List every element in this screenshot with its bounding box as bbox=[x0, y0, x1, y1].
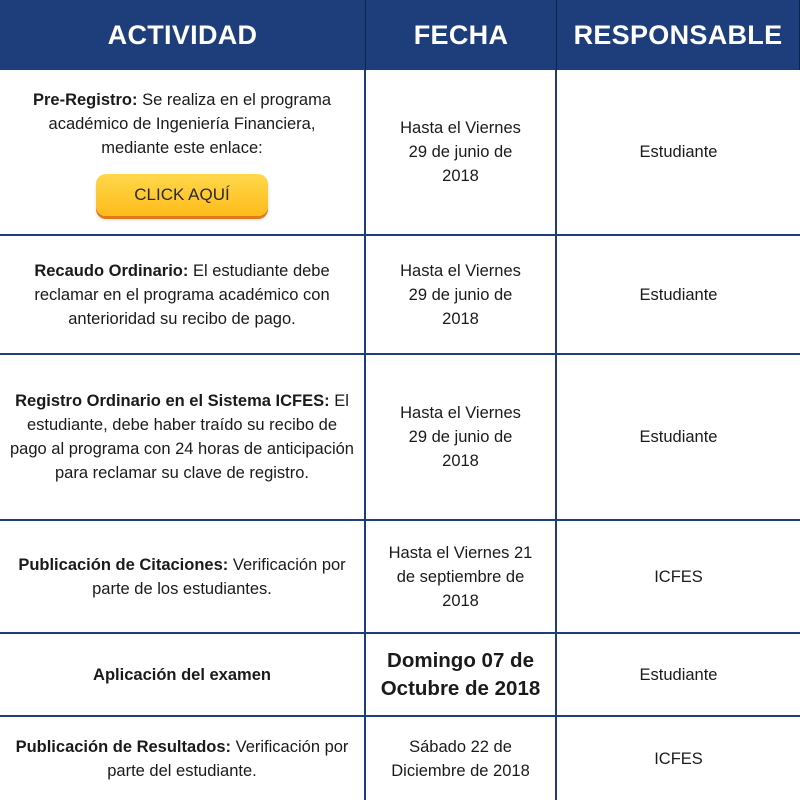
table-row-1-responsible: Estudiante bbox=[557, 70, 800, 236]
activity-title: Aplicación del examen bbox=[93, 665, 271, 684]
table-row-6-responsible: ICFES bbox=[654, 749, 703, 768]
activity-description: Verificación por parte del estudiante. bbox=[107, 737, 349, 780]
table-row-5-activity bbox=[0, 634, 366, 717]
activity-title: Recaudo Ordinario: bbox=[34, 261, 189, 280]
activity-title: Registro Ordinario en el Sistema ICFES: bbox=[15, 392, 330, 410]
activity-title: Publicación de Citaciones: bbox=[18, 555, 229, 574]
table-row-5-responsible: Estudiante bbox=[557, 634, 800, 717]
click-here-button[interactable]: CLICK AQUÍ bbox=[96, 174, 268, 216]
table-row-4-date bbox=[366, 521, 557, 634]
table-row-3-responsible: Estudiante bbox=[557, 355, 800, 521]
date-text: Hasta el Viernes 29 de junio de 2018 bbox=[400, 404, 521, 470]
activity-text bbox=[17, 88, 347, 160]
date-text: Hasta el Viernes 29 de junio de 2018 bbox=[400, 261, 521, 328]
date-text: Hasta el Viernes 21 de septiembre de 2018 bbox=[388, 543, 533, 610]
activity-description: Verificación por parte de los estudiantes. bbox=[92, 555, 346, 598]
table-row-1-activity bbox=[0, 70, 366, 236]
activity-description: El estudiante, debe haber traído su recibo de pago al programa con 24 horas de anticipación para reclamar su clave de registro. bbox=[10, 392, 354, 482]
table-row-2-activity bbox=[0, 236, 366, 355]
activity-description: El estudiante debe reclamar en el programa académico con anterioridad su recibo de pago. bbox=[34, 261, 330, 328]
activity-text bbox=[10, 735, 355, 783]
activity-text bbox=[17, 553, 347, 601]
header-activity: ACTIVIDAD bbox=[0, 0, 366, 70]
activity-title: Publicación de Resultados: bbox=[15, 737, 232, 756]
activity-title: Pre-Registro: bbox=[32, 91, 138, 109]
table-row-1-date bbox=[366, 70, 557, 236]
header-responsible: RESPONSABLE bbox=[557, 0, 800, 70]
table-row-6-date bbox=[366, 717, 557, 800]
header-date: FECHA bbox=[366, 0, 557, 70]
date-text: Hasta el Viernes 29 de junio de 2018 bbox=[400, 119, 521, 185]
table-row-4-activity bbox=[0, 521, 366, 634]
activity-text bbox=[10, 389, 355, 485]
table-row-6-activity bbox=[0, 717, 366, 800]
date-text: Domingo 07 de Octubre de 2018 bbox=[380, 648, 541, 700]
table-row-3-date bbox=[366, 355, 557, 521]
activity-text bbox=[10, 259, 355, 331]
table-row-5-date bbox=[366, 634, 557, 717]
table-row-4-responsible: ICFES bbox=[557, 521, 800, 634]
table-row-2-date bbox=[366, 236, 557, 355]
date-text: Sábado 22 de Diciembre de 2018 bbox=[391, 737, 530, 780]
activity-text bbox=[93, 663, 271, 687]
activity-description: Se realiza en el programa académico de Ingeniería Financiera, mediante este enlace: bbox=[48, 91, 332, 157]
table-row-3-activity bbox=[0, 355, 366, 521]
table-row-2-responsible: Estudiante bbox=[557, 236, 800, 355]
